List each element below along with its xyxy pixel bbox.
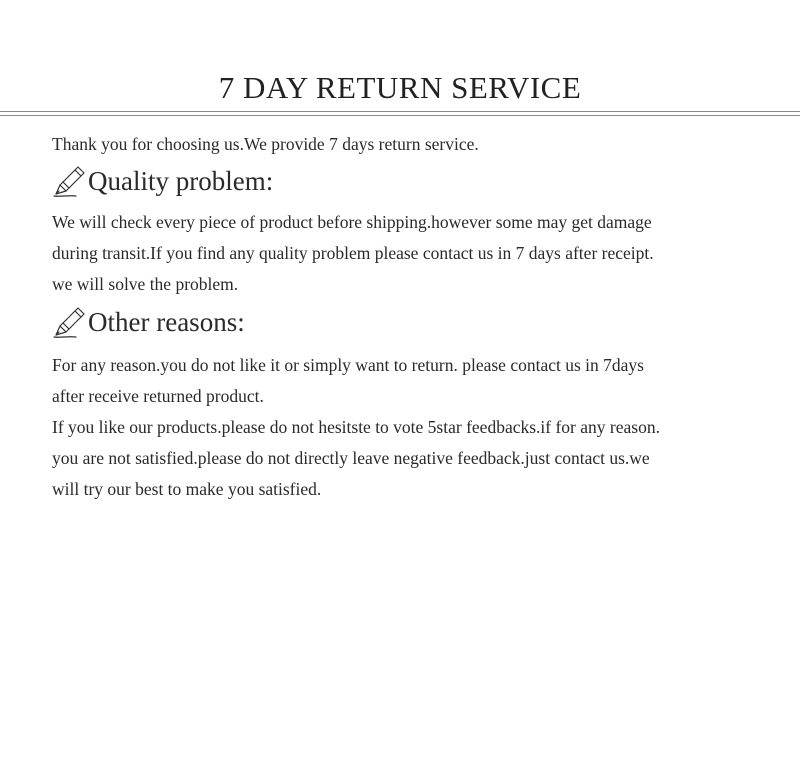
- pencil-icon: [52, 305, 88, 339]
- text-line: you are not satisfied.please do not directly leave negative feedback.just contact us.we: [52, 448, 650, 468]
- text-line: after receive returned product.: [52, 386, 264, 406]
- policy-content: [52, 130, 772, 505]
- section-heading-text: Other reasons:: [88, 307, 245, 337]
- text-line: For any reason.you do not like it or simply want to return. please contact us in 7days: [52, 355, 644, 375]
- section-body-quality: [52, 207, 772, 300]
- title-divider-top: [0, 111, 800, 112]
- title-divider-bottom: [0, 115, 800, 116]
- text-line: We will check every piece of product before shipping.however some may get damage: [52, 212, 652, 232]
- pencil-icon: [52, 164, 88, 198]
- section-heading-text: Quality problem:: [88, 166, 274, 196]
- page-title: 7 DAY RETURN SERVICE: [218, 70, 582, 105]
- text-line: during transit.If you find any quality problem please contact us in 7 days after receipt.: [52, 243, 654, 263]
- section-heading-other: [52, 302, 772, 342]
- intro-text: Thank you for choosing us.We provide 7 days return service.: [52, 134, 479, 154]
- text-line: If you like our products.please do not hesitste to vote 5star feedbacks.if for any reason.: [52, 417, 660, 437]
- text-line: we will solve the problem.: [52, 274, 239, 294]
- section-heading-quality: [52, 161, 772, 201]
- section-body-other: [52, 350, 772, 505]
- text-line: will try our best to make you satisfied.: [52, 479, 322, 499]
